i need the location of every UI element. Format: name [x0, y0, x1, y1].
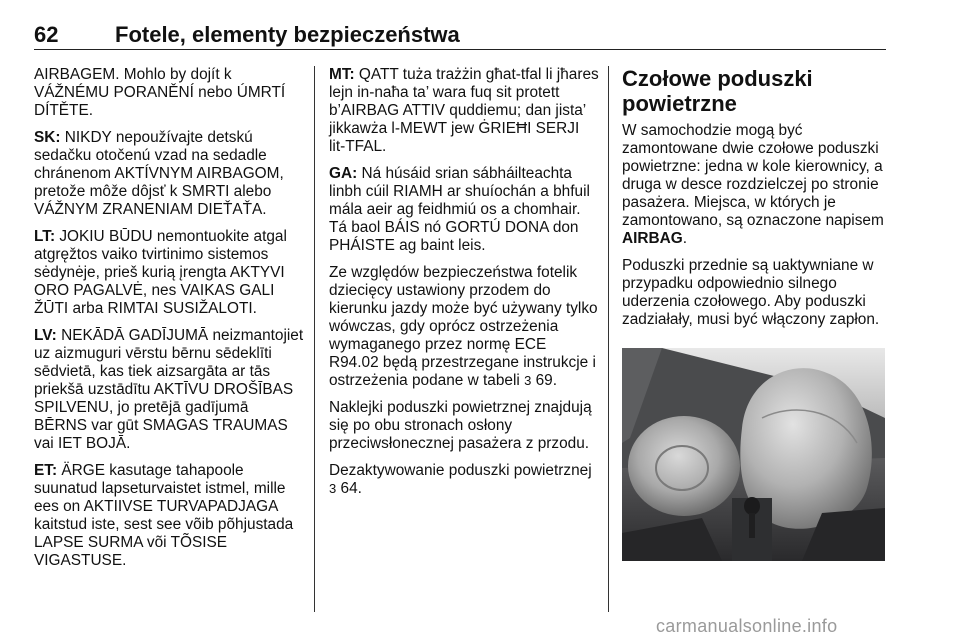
page-number: 62: [34, 22, 59, 47]
text-sk: NIKDY nepoužívajte detskú sedačku otočenú vzad na sedadle chránenom AKTÍVNYM AIRBAGOM, pretože môže dôjsť k SMRTI alebo VÁŽNYM ZRANENIAM DIEŤAŤA.: [34, 129, 284, 218]
gear-stick: [749, 513, 755, 538]
lang-code-et: ET:: [34, 462, 58, 479]
paragraph-lt: [34, 228, 304, 318]
column-divider-1: [314, 66, 315, 612]
lang-code-lv: LV:: [34, 327, 57, 344]
header-rule: [34, 49, 886, 50]
text-lt: JOKIU BŪDU nemontuokite atgal atgręžtos vaiko tvirtinimo sistemos sėdynėje, prieš kurią įrengta AKTYVI ORO PAGALVĖ, nes VAIKAS GALI ŽŪTI arba RIMTAI SUSIŽALOTI.: [34, 228, 287, 317]
paragraph-activation: Poduszki przednie są uaktywniane w przypadku odpowiednio silnego uderzenia czołowego. Aby poduszki zadziałały, musi być włączony zapłon.: [622, 257, 880, 328]
column-1: [34, 66, 304, 579]
text-period: .: [682, 230, 687, 247]
paragraph-front-airbags: [622, 122, 890, 248]
airbag-illustration: [622, 348, 885, 561]
text-front-airbags: W samochodzie mogą być zamontowane dwie czołowe poduszki powietrzne: jedna w kole kierownicy, a druga w desce rozdzielczej po stronie pasażera. Miejsca, w których je zamontowano, są oznaczone napisem: [622, 122, 884, 229]
lang-code-lt: LT:: [34, 228, 56, 245]
text-et: ÄRGE kasutage tahapoole suunatud lapseturvaistet istmel, mille ees on AKTIIVSE TURVAPADJAGA kaitstud iste, sest see võib põhjustada LAPSE SURMA või TÕSISE VIGASTUSE.: [34, 462, 294, 569]
paragraph-et: [34, 462, 304, 570]
page-ref-arrow: 3: [524, 373, 532, 388]
watermark: carmanualsonline.info: [656, 616, 838, 636]
steering-wheel-airbag: [628, 416, 740, 516]
airbag-label: AIRBAG: [622, 230, 683, 247]
section-heading: Czołowe poduszki powietrzne: [622, 66, 813, 116]
paragraph-child-seat-note: [329, 264, 599, 390]
paragraph-mt: [329, 66, 599, 156]
lang-code-ga: GA:: [329, 165, 358, 182]
paragraph-ga: [329, 165, 599, 255]
lang-code-mt: MT:: [329, 66, 355, 83]
page-ref-arrow: 3: [329, 481, 337, 496]
page-title: Fotele, elementy bezpieczeństwa: [115, 22, 460, 47]
page-ref-link[interactable]: 69.: [535, 372, 557, 389]
text-ga: Ná húsáid srian sábháilteachta linbh cúil RIAMH ar shuíochán a bhfuil mála aeir ag feidhmiú os a chomhair. Tá baol BÁIS nó GORTÚ DONA don PHÁISTE ag baint leis.: [329, 165, 590, 254]
page-ref-link[interactable]: 64.: [340, 480, 362, 497]
gear-knob: [744, 497, 760, 515]
lang-code-sk: SK:: [34, 129, 61, 146]
column-3: [622, 66, 890, 338]
text-lv: NEKĀDĀ GADĪJUMĀ neizmantojiet uz aizmuguri vērstu bērnu sēdeklīti sēdvietā, kas tiek aizsargāta ar tās priekšā uzstādītu AKTĪVU DROŠĪBAS SPILVENU, jo pretējā gadījumā BĒRNS var gūt SMAGAS TRAUMAS vai IET BOJĀ.: [34, 327, 304, 452]
paragraph-deactivation: [329, 462, 599, 498]
text-deactivation: Dezaktywowanie poduszki powietrznej: [329, 462, 592, 479]
column-divider-2: [608, 66, 609, 612]
airbag-illustration-svg: [622, 348, 885, 561]
page-header: [34, 18, 886, 52]
column-2: [329, 66, 599, 507]
text-child-seat-note: Ze względów bezpieczeństwa fotelik dziecięcy ustawiony przodem do kierunku jazdy może być używany tylko wówczas, gdy oprócz ostrzeżenia wymaganego przez normę ECE R94.02 będą przestrzegane instrukcje i ostrzeżenia podane w tabeli: [329, 264, 598, 389]
paragraph-airbag-labels: Naklejki poduszki powietrznej znajdują się po obu stronach osłony przeciwsłonecznej pasażera z przodu.: [329, 399, 592, 452]
paragraph-cs: AIRBAGEM. Mohlo by dojít k VÁŽNÉMU PORANĚNÍ nebo ÚMRTÍ DÍTĚTE.: [34, 66, 286, 119]
paragraph-lv: [34, 327, 304, 453]
paragraph-sk: [34, 129, 304, 219]
text-mt: QATT tuża trażżin għat-tfal li jħares lejn in-naħa ta’ wara fuq sit protett b’AIRBAG ATTIV quddiemu; dan jista’ jikkawża l-MEWT jew ĠRIEĦI SERJI lit-TFAL.: [329, 66, 599, 155]
